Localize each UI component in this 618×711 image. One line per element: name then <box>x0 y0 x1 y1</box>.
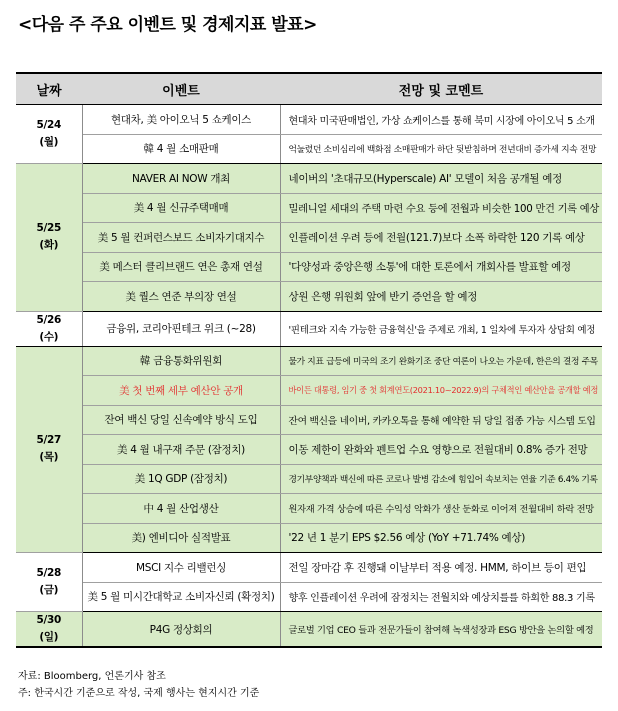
footnotes <box>18 668 259 702</box>
footnote: 주: 한국시간 기준으로 작성, 국제 행사는 현지시간 기준 <box>18 688 260 699</box>
date-cell <box>16 553 82 612</box>
event-cell: 韓 금융통화위원회 <box>82 346 280 376</box>
comment-cell: 물가 지표 급등에 미국의 조기 완화기조 중단 여론이 나오는 가운데, 한은의 결정 주목 <box>280 346 602 376</box>
event-cell: 美 4 월 내구재 주문 (잠정치) <box>82 435 280 465</box>
comment-cell: 잔여 백신을 네이버, 카카오톡을 통해 예약한 뒤 당일 접종 가능 시스템 도입 <box>280 405 602 435</box>
table-header-row <box>16 73 602 105</box>
comment-cell: 인플레이션 우려 등에 전월(121.7)보다 소폭 하락한 120 기록 예상 <box>280 223 602 253</box>
table-row <box>16 193 602 223</box>
event-cell: NAVER AI NOW 개최 <box>82 164 280 194</box>
header-event: 이벤트 <box>82 73 280 105</box>
event-cell: 잔여 백신 당일 신속예약 방식 도입 <box>82 405 280 435</box>
weekday-label: (월) <box>39 136 59 148</box>
event-cell: 금융위, 코리아핀테크 위크 (~28) <box>82 311 280 346</box>
table-row <box>16 223 602 253</box>
comment-cell: 억눌렸던 소비심리에 백화점 소매판매가 하단 뒷받침하며 전년대비 증가세 지속 전망 <box>280 134 602 164</box>
event-cell: 美 5 월 컨퍼런스보드 소비자기대지수 <box>82 223 280 253</box>
table-row <box>16 134 602 164</box>
date-cell <box>16 612 82 648</box>
comment-cell: 경기부양책과 백신에 따른 코로나 발병 감소에 힘입어 속보치는 연율 기준 6.4% 기록 <box>280 464 602 494</box>
table-row <box>16 464 602 494</box>
comment-cell: 전일 장마감 후 진행돼 이날부터 적용 예정. HMM, 하이브 등이 편입 <box>280 553 602 583</box>
date-label: 5/25 <box>36 222 62 235</box>
event-cell: 美 퀄스 연준 부의장 연설 <box>82 282 280 312</box>
event-cell: 美 메스터 클리브랜드 연은 총재 연설 <box>82 252 280 282</box>
date-cell <box>16 311 82 346</box>
event-cell: 美 첫 번째 세부 예산안 공개 <box>82 376 280 406</box>
table-row <box>16 164 602 194</box>
table-row <box>16 405 602 435</box>
weekday-label: (일) <box>39 631 59 643</box>
comment-cell: 바이든 대통령, 임기 중 첫 회계연도(2021.10~2022.9)의 구체적인 예산안을 공개할 예정 <box>280 376 602 406</box>
table-row <box>16 346 602 376</box>
header-date: 날짜 <box>16 73 82 105</box>
table-row <box>16 311 602 346</box>
event-cell: 美 4 월 신규주택매매 <box>82 193 280 223</box>
comment-cell: 현대차 미국판매법인, 가상 쇼케이스를 통해 북미 시장에 아이오닉 5 소개 <box>280 105 602 135</box>
comment-cell: 상원 은행 위원회 앞에 반기 증언을 할 예정 <box>280 282 602 312</box>
events-table <box>16 72 602 648</box>
table-row <box>16 612 602 648</box>
comment-cell: '다양성과 중앙은행 소통'에 대한 토론에서 개회사를 발표할 예정 <box>280 252 602 282</box>
date-label: 5/28 <box>36 567 62 579</box>
table-row <box>16 523 602 553</box>
weekday-label: (금) <box>39 584 59 596</box>
comment-cell: '핀테크와 지속 가능한 금융혁신'을 주제로 개최, 1 일차에 투자자 상담회 예정 <box>280 311 602 346</box>
comment-cell: 글로벌 기업 CEO 들과 전문가들이 참여해 녹색성장과 ESG 방안을 논의할 예정 <box>280 612 602 648</box>
date-label: 5/30 <box>36 614 62 626</box>
header-comment: 전망 및 코멘트 <box>280 73 602 105</box>
event-cell: 美 1Q GDP (잠정치) <box>82 464 280 494</box>
event-cell: 韓 4 월 소매판매 <box>82 134 280 164</box>
event-cell: 美 5 월 미시간대학교 소비자신뢰 (확정치) <box>82 582 280 612</box>
comment-cell: 네이버의 '초대규모(Hyperscale) AI' 모델이 처음 공개될 예정 <box>280 164 602 194</box>
date-label: 5/26 <box>36 313 62 326</box>
comment-cell: 이동 제한이 완화와 펜트업 수요 영향으로 전월대비 0.8% 증가 전망 <box>280 435 602 465</box>
table-row <box>16 494 602 524</box>
date-label: 5/27 <box>36 434 62 447</box>
date-cell <box>16 164 82 312</box>
event-cell: P4G 정상회의 <box>82 612 280 648</box>
comment-cell: 원자재 가격 상승에 따른 수익성 악화가 생산 둔화로 이어져 전월대비 하락 전망 <box>280 494 602 524</box>
event-cell: 美) 엔비디아 실적발표 <box>82 523 280 553</box>
page-title: <다음 주 주요 이벤트 및 경제지표 발표> <box>18 15 317 35</box>
comment-cell: '22 년 1 분기 EPS $2.56 예상 (YoY +71.74% 예상) <box>280 523 602 553</box>
table-row <box>16 376 602 406</box>
date-label: 5/24 <box>36 119 62 131</box>
weekday-label: (수) <box>39 330 59 343</box>
table-body <box>16 105 602 648</box>
table-row <box>16 252 602 282</box>
source-note: 자료: Bloomberg, 언론기사 참조 <box>18 671 166 682</box>
date-cell <box>16 346 82 553</box>
table-row <box>16 582 602 612</box>
event-cell: MSCI 지수 리밸런싱 <box>82 553 280 583</box>
date-cell <box>16 105 82 164</box>
weekday-label: (목) <box>39 451 59 464</box>
table-row <box>16 553 602 583</box>
comment-cell: 향후 인플레이션 우려에 잠정치는 전월치와 예상치를를 하회한 88.3 기록 <box>280 582 602 612</box>
event-cell: 中 4 월 산업생산 <box>82 494 280 524</box>
table-row <box>16 105 602 135</box>
table-row <box>16 282 602 312</box>
table-row <box>16 435 602 465</box>
event-cell: 현대차, 美 아이오닉 5 쇼케이스 <box>82 105 280 135</box>
weekday-label: (화) <box>39 239 59 252</box>
comment-cell: 밀레니얼 세대의 주택 마련 수요 등에 전월과 비슷한 100 만건 기록 예상 <box>280 193 602 223</box>
